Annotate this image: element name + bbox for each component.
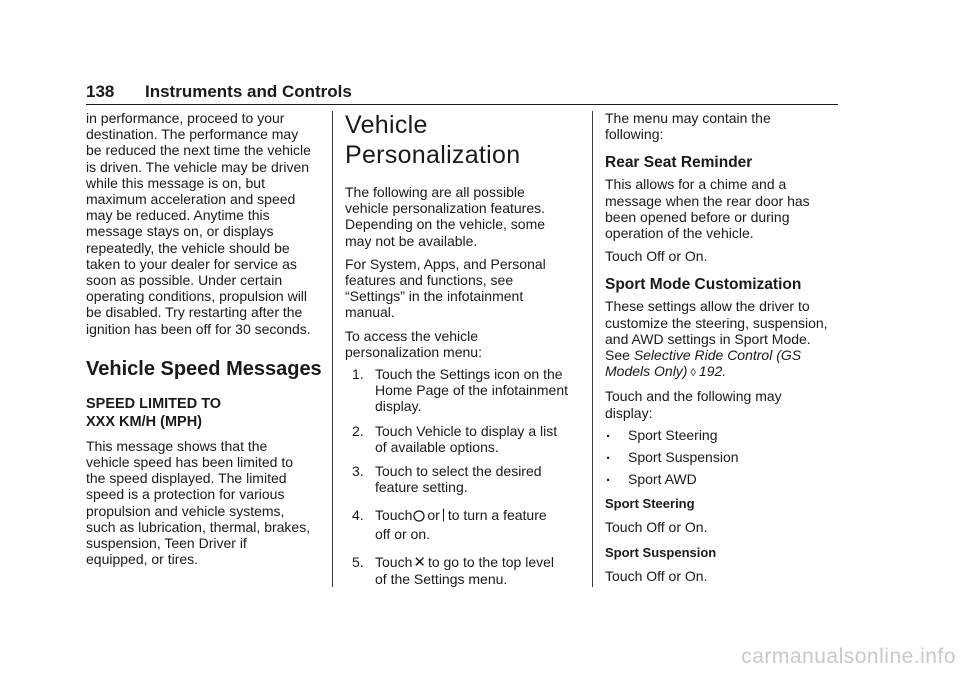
column-divider-2 <box>592 111 593 587</box>
column-2 <box>345 110 580 587</box>
touch-off-on-text: Touch Off or On. <box>605 248 708 265</box>
list-item: . Sport Suspension <box>606 446 739 466</box>
circle-toggle-icon <box>413 509 425 525</box>
list-item: . Sport Steering <box>606 423 718 443</box>
bullet-icon: . <box>606 468 611 486</box>
step-item: 5. Touch✕ to go to the top level of the Settings menu. <box>352 553 555 588</box>
list-item: . Sport AWD <box>606 468 697 488</box>
page-number: 138 <box>86 82 115 101</box>
page-header <box>86 82 838 105</box>
speed-limited-subheading: SPEED LIMITED TO XXX KM/H (MPH) <box>86 395 222 430</box>
touch-display-paragraph: Touch and the following may display: <box>605 388 782 421</box>
column-divider-1 <box>332 111 333 587</box>
column-3 <box>605 110 840 584</box>
step-item: 3. Touch to select the desired feature setting. <box>352 463 542 496</box>
sport-options-list <box>605 423 840 488</box>
vehicle-personalization-title: Vehicle Personalization <box>345 111 521 169</box>
section-title: Instruments and Controls <box>145 82 352 101</box>
step-item: 1. Touch the Settings icon on the Home Page of the infotainment display. <box>352 366 569 415</box>
settings-reference-paragraph: For System, Apps, and Personal features and functions, see “Settings” in the infotainment manual. <box>345 255 546 321</box>
steps-list <box>345 366 580 587</box>
sport-steering-heading: Sport Steering <box>605 496 695 512</box>
bullet-icon: . <box>606 446 611 464</box>
vehicle-speed-messages-heading: Vehicle Speed Messages <box>86 357 322 380</box>
speed-limited-paragraph: This message shows that the vehicle speed has been limited to the speed displayed. The limited speed is a protection for various propulsion and vehicle systems, such as lubrication, thermal, brakes, suspension, Teen Driver if equipped, or tires. <box>86 437 311 568</box>
intro-paragraph: in performance, proceed to your destination. The performance may be reduced the next time the vehicle is driven. The vehicle may be driven while this message is on, but maximum acceleration and speed may be reduced. Anytime this message stays on, or displays repeatedly, the vehicle should be taken to your dealer for service as soon as possible. Under certain operating conditions, propulsion will be disabled. Try restarting after the ignition has been off for 30 seconds. <box>86 110 311 337</box>
page-reference[interactable]: 192. <box>698 363 727 380</box>
step-item: 4. Touch or to turn a feature off or on. <box>352 507 547 542</box>
close-icon: ✕ <box>413 553 426 571</box>
touch-off-on-text: Touch Off or On. <box>605 567 708 584</box>
sport-mode-paragraph: These settings allow the driver to customize the steering, suspension, and AWD settings in Sport Mode. See Selective Ride Control (GS Models Only) ◊ 192. <box>605 298 828 380</box>
column-1 <box>86 110 326 567</box>
touch-off-on-text: Touch Off or On. <box>605 519 708 536</box>
rear-seat-reminder-heading: Rear Seat Reminder <box>605 154 753 172</box>
cross-reference[interactable]: Selective Ride Control (GS Models Only) <box>605 347 802 380</box>
sport-suspension-heading: Sport Suspension <box>605 544 717 560</box>
menu-intro-paragraph: The menu may contain the following: <box>605 110 771 143</box>
rear-seat-paragraph: This allows for a chime and a message when the rear door has been opened before or during operation of the vehicle. <box>605 176 810 242</box>
bullet-icon: . <box>606 423 611 441</box>
page-ref-icon: ◊ <box>690 367 696 380</box>
bar-toggle-icon <box>441 508 446 525</box>
step-item: 2. Touch Vehicle to display a list of available options. <box>352 422 558 455</box>
sport-mode-customization-heading: Sport Mode Customization <box>605 276 802 294</box>
features-paragraph: The following are all possible vehicle personalization features. Depending on the vehicle, some may not be available. <box>345 184 546 249</box>
watermark: carmanualsonline.info <box>741 645 956 668</box>
access-menu-paragraph: To access the vehicle personalization menu: <box>345 327 482 360</box>
